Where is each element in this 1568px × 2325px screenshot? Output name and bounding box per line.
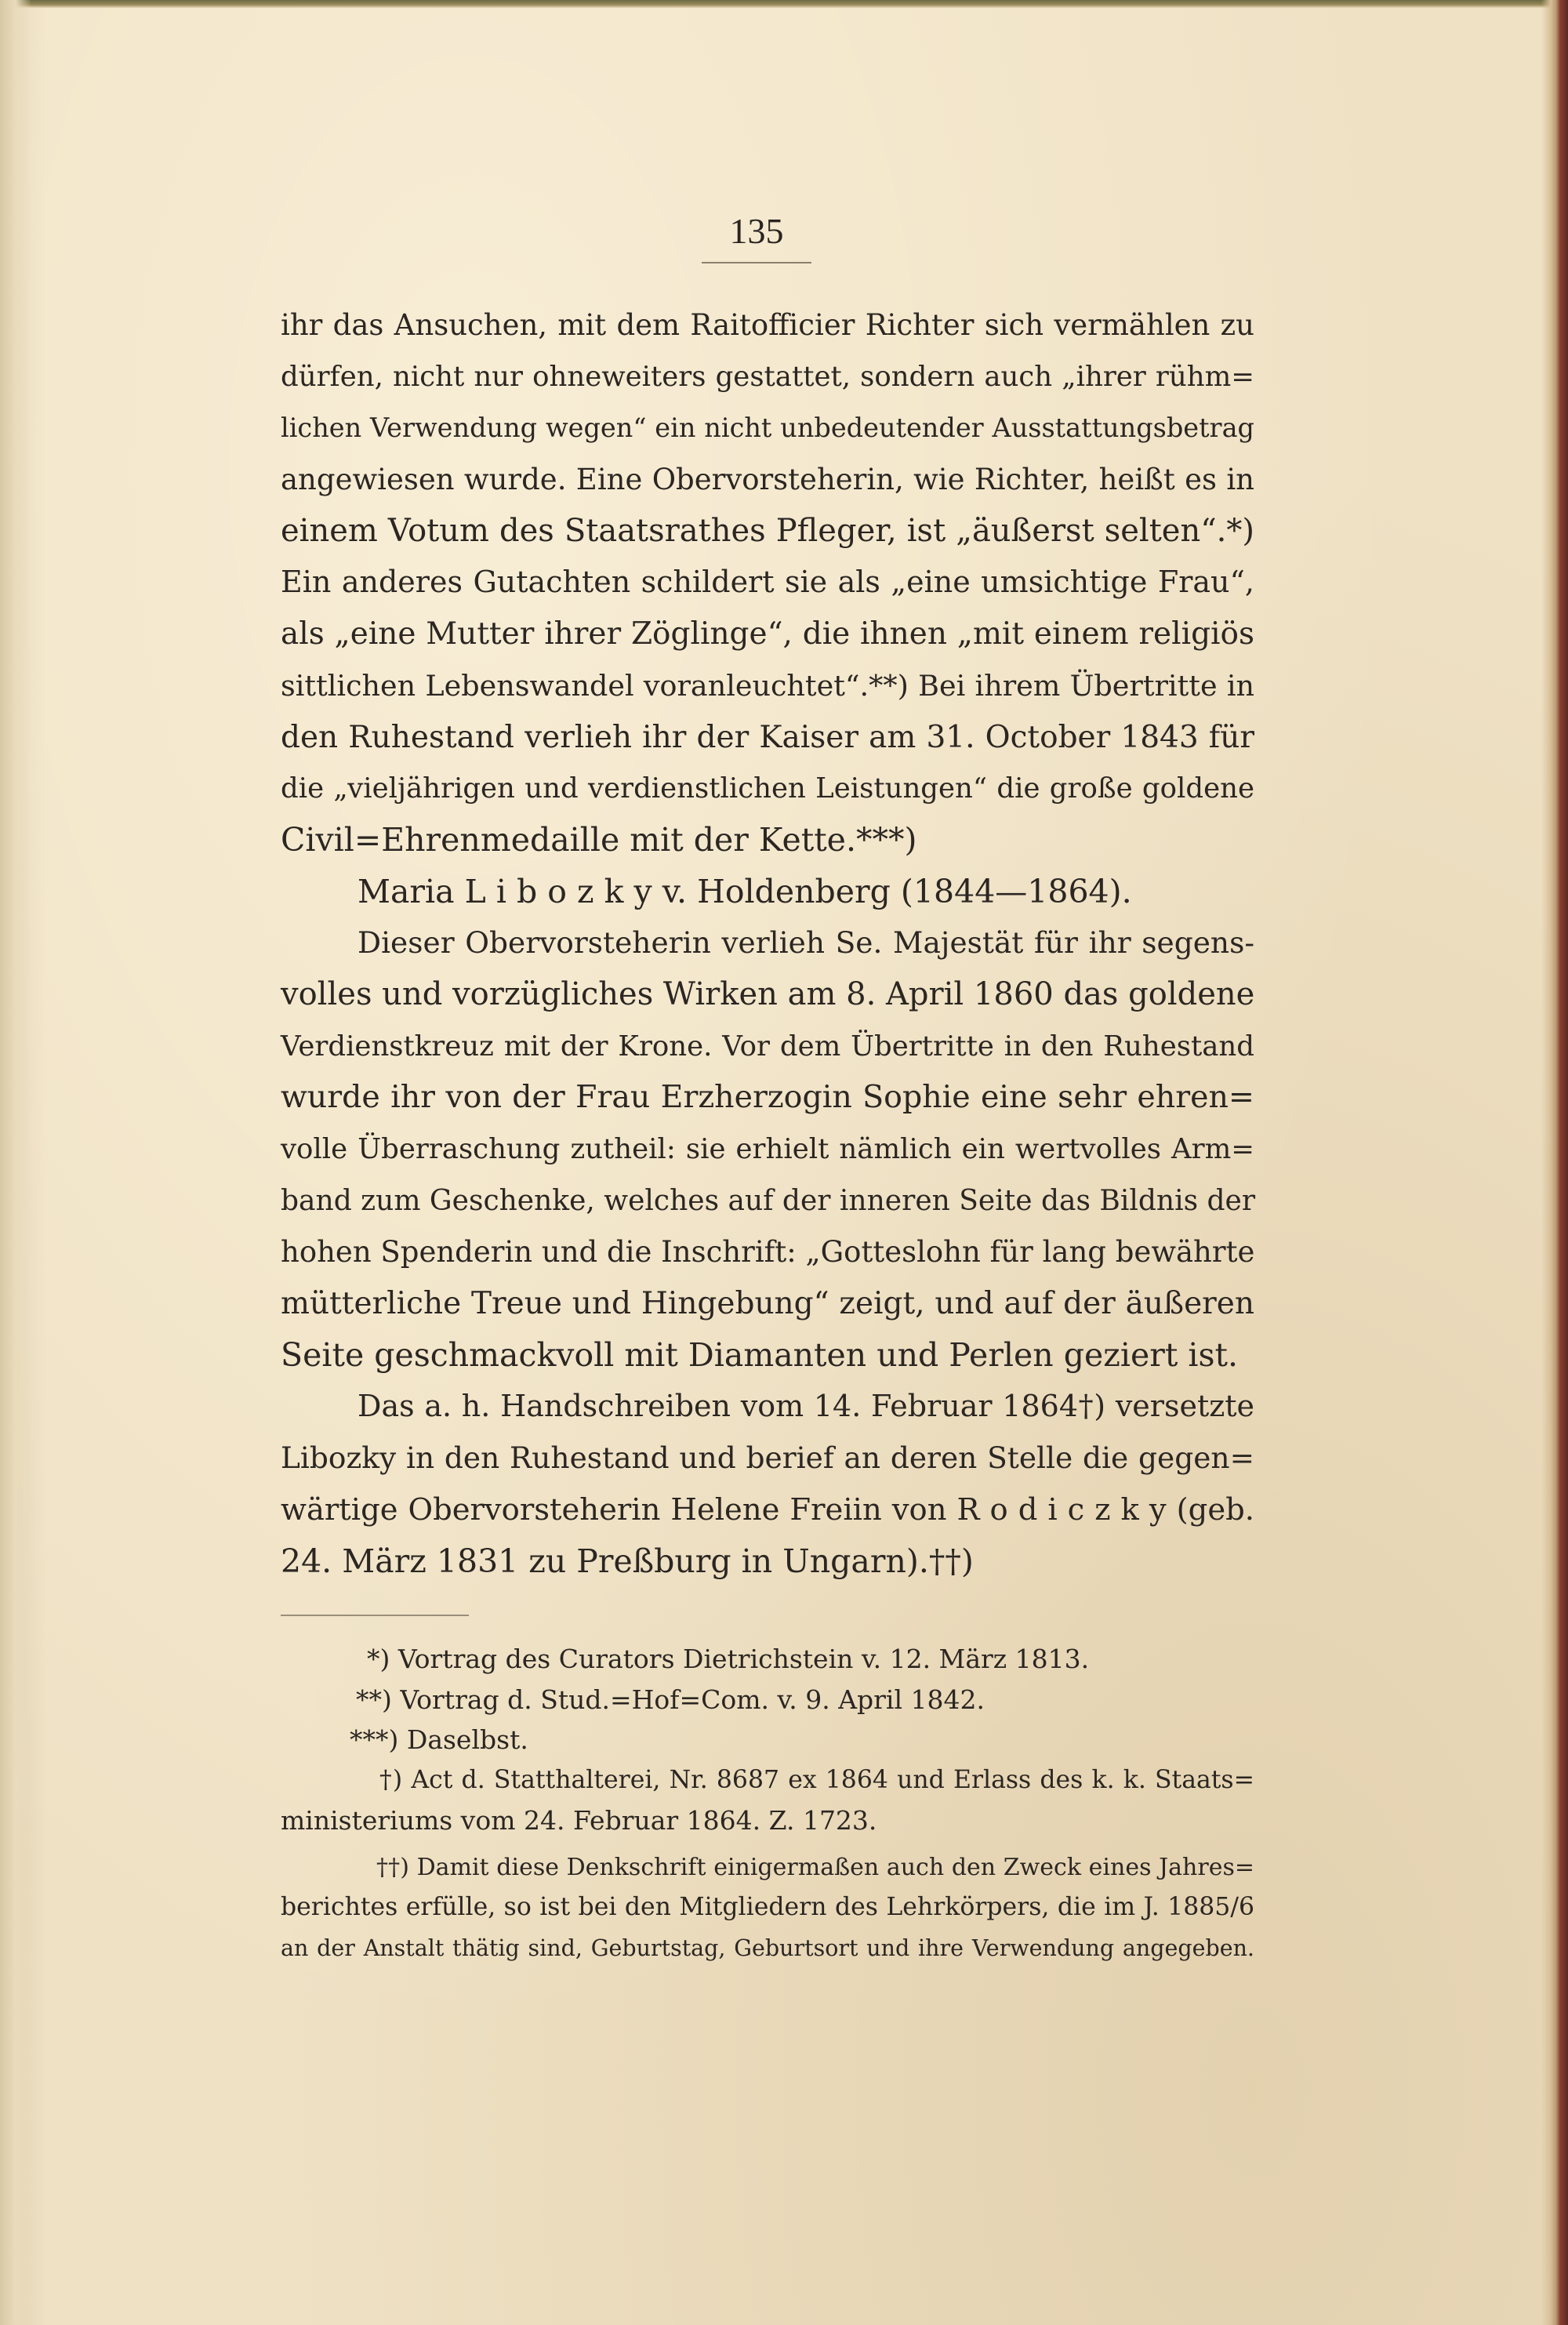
text-line: mütterliche Treue und Hingebung“ zeigt, und auf der äußeren [281, 1286, 1254, 1322]
text-line: die „vieljährigen und verdienstlichen Leistungen“ die große goldene [281, 772, 1254, 805]
text-line: Libozky in den Ruhestand und berief an deren Stelle die gegen= [281, 1440, 1254, 1476]
footnote-separator [281, 1615, 469, 1616]
text-line: Civil=Ehrenmedaille mit der Kette.***) [281, 820, 917, 859]
text-line: lichen Verwendung wegen“ ein nicht unbedeutender Ausstattungsbetrag [281, 412, 1254, 444]
text-line: Seite geschmackvoll mit Diamanten und Perlen geziert ist. [281, 1335, 1238, 1374]
footnote: **) Vortrag d. Stud.=Hof=Com. v. 9. April 1842. [356, 1684, 985, 1715]
footnote: ***) Daselbst. [350, 1724, 528, 1755]
text-line: Dieser Obervorsteherin verlieh Se. Majestät für ihr segens- [358, 925, 1254, 961]
text-line: ihr das Ansuchen, mit dem Raitofficier Richter sich vermählen zu [281, 308, 1254, 342]
section-heading: Maria L i b o z k y v. Holdenberg (1844—1864). [358, 872, 1132, 910]
page-left-gutter [0, 0, 31, 2325]
page-number: 135 [729, 211, 784, 251]
text-line: wärtige Obervorsteherin Helene Freiin von R o d i c z k y (geb. [281, 1491, 1254, 1528]
footnote-continuation: ministeriums vom 24. Februar 1864. Z. 1723. [281, 1805, 877, 1836]
text-line: den Ruhestand verlieh ihr der Kaiser am 31. October 1843 für [281, 719, 1254, 755]
text-line: Verdienstkreuz mit der Krone. Vor dem Übertritte in den Ruhestand [281, 1030, 1254, 1063]
text-line: dürfen, nicht nur ohneweiters gestattet, sondern auch „ihrer rühm= [281, 360, 1254, 393]
text-line: wurde ihr von der Frau Erzherzogin Sophie eine sehr ehren= [281, 1079, 1254, 1116]
text-line: Ein anderes Gutachten schildert sie als „eine umsichtige Frau“, [281, 565, 1254, 600]
text-line: Das a. h. Handschreiben vom 14. Februar 1864†) versetzte [358, 1389, 1254, 1424]
text-line: volles und vorzügliches Wirken am 8. April 1860 das goldene [281, 975, 1255, 1012]
page-number-rule [702, 262, 811, 263]
text-line: volle Überraschung zutheil: sie erhielt nämlich ein wertvolles Arm= [281, 1133, 1254, 1165]
text-line: band zum Geschenke, welches auf der inneren Seite das Bildnis der [281, 1184, 1256, 1217]
book-cover-edge [1541, 0, 1568, 2325]
text-line: hohen Spenderin und die Inschrift: „Gotteslohn für lang bewährte [281, 1235, 1255, 1270]
footnote: †) Act d. Statthalterei, Nr. 8687 ex 1864 und Erlass des k. k. Staats= [379, 1765, 1254, 1794]
footnote: ††) Damit diese Denkschrift einigermaßen auch den Zweck eines Jahres= [376, 1853, 1254, 1881]
footnote-continuation: berichtes erfülle, so ist bei den Mitgliedern des Lehrkörpers, die im J. 1885/6 [281, 1893, 1254, 1921]
text-line: einem Votum des Staatsrathes Pfleger, ist „äußerst selten“.*) [281, 512, 1254, 549]
book-top-edge [0, 0, 1568, 8]
text-line: sittlichen Lebenswandel voranleuchtet“.**) Bei ihrem Übertritte in [281, 668, 1254, 703]
text-line: angewiesen wurde. Eine Obervorsteherin, wie Richter, heißt es in [281, 463, 1254, 497]
footnote: *) Vortrag des Curators Dietrichstein v. 12. März 1813. [367, 1644, 1090, 1674]
body-text [281, 300, 1254, 1587]
footnotes [281, 1639, 1254, 1968]
footnote-continuation: an der Anstalt thätig sind, Geburtstag, Geburtsort und ihre Verwendung angegeben. [281, 1934, 1254, 1961]
text-line: 24. März 1831 zu Preßburg in Ungarn).††) [281, 1542, 974, 1580]
text-line: als „eine Mutter ihrer Zöglinge“, die ihnen „mit einem religiös [281, 616, 1254, 652]
